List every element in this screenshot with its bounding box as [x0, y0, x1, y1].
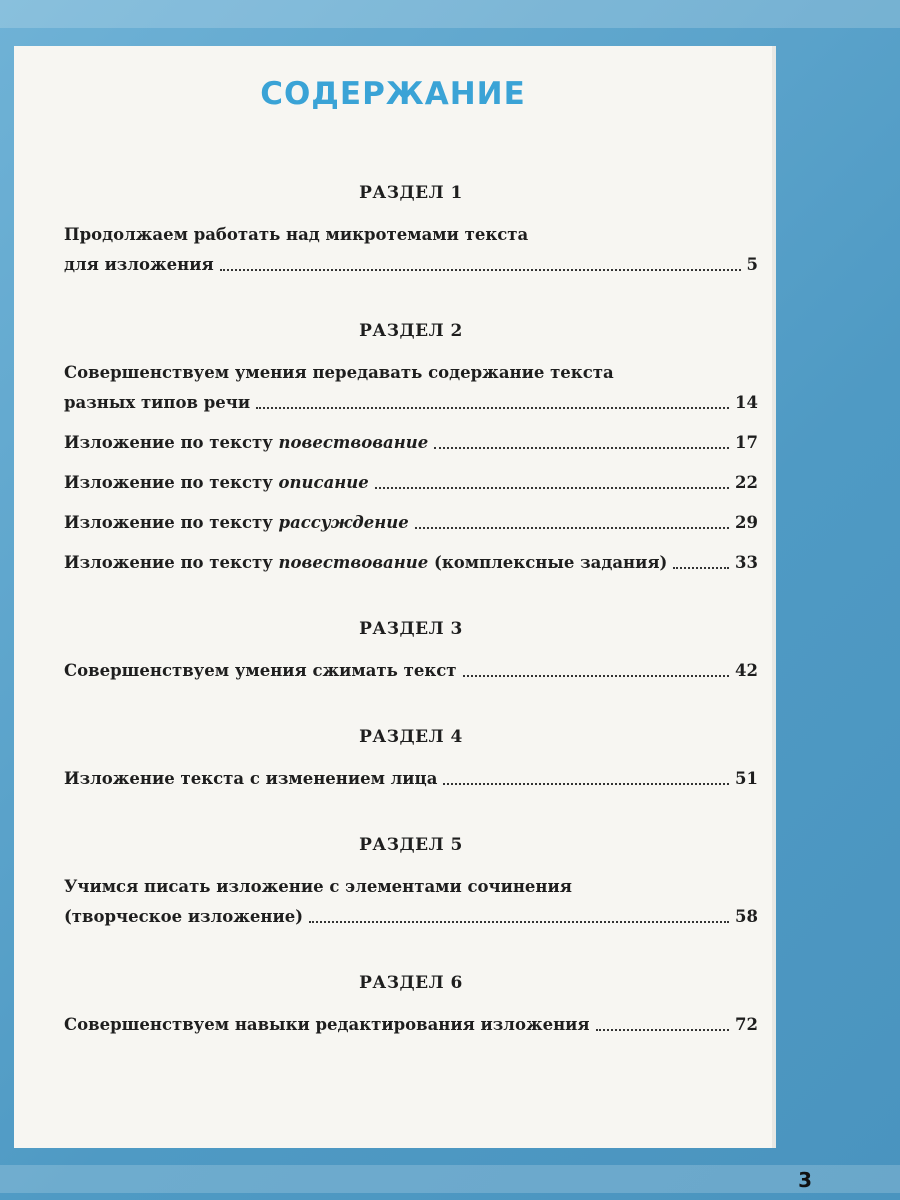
toc-entry-title — [64, 388, 250, 418]
toc-entry[interactable] — [64, 358, 758, 418]
page-number: 3 — [798, 1168, 812, 1192]
dot-leader — [375, 487, 729, 489]
toc-entry-text: (творческое изложение) — [64, 907, 304, 926]
toc-entry-italic-term: повествование — [278, 433, 429, 452]
toc-page-number: 72 — [735, 1015, 758, 1034]
toc-page-number: 22 — [735, 473, 758, 492]
toc-entry-text: Изложение по тексту — [64, 513, 279, 532]
toc-page-number: 14 — [735, 393, 758, 412]
toc-entry-title — [64, 508, 409, 538]
toc-entry-title — [64, 428, 428, 458]
toc-page-number: 5 — [746, 255, 758, 274]
section-title: РАЗДЕЛ 4 — [359, 727, 463, 747]
toc-entry-text: Совершенствуем умения сжимать текст — [64, 661, 457, 680]
dot-leader — [434, 447, 729, 449]
section-title: РАЗДЕЛ 6 — [359, 973, 463, 993]
dot-leader — [256, 407, 729, 409]
dot-leader — [415, 527, 729, 529]
toc-page-number: 17 — [735, 433, 758, 452]
section-title: РАЗДЕЛ 2 — [359, 321, 463, 341]
table-of-contents — [64, 176, 758, 1074]
toc-entry-title — [64, 250, 214, 280]
section-title: РАЗДЕЛ 1 — [359, 183, 463, 203]
toc-entry[interactable] — [64, 764, 758, 794]
toc-entry-title-line: Учимся писать изложение с элементами сочинения — [64, 877, 572, 896]
toc-entry-suffix: (комплексные задания) — [428, 553, 668, 572]
toc-entry[interactable] — [64, 468, 758, 498]
toc-entry-italic-term: повествование — [278, 553, 429, 572]
toc-entry-text: Изложение текста с изменением лица — [64, 769, 438, 788]
toc-page-number: 58 — [735, 907, 758, 926]
toc-entry-title — [64, 764, 437, 794]
toc-entry[interactable] — [64, 548, 758, 578]
page-heading: СОДЕРЖАНИЕ — [260, 76, 526, 112]
dot-leader — [309, 921, 729, 923]
toc-entry-text: для изложения — [64, 255, 214, 274]
dot-leader — [673, 567, 729, 569]
dot-leader — [463, 675, 730, 677]
toc-entry-title — [64, 468, 369, 498]
toc-entry[interactable] — [64, 872, 758, 932]
dot-leader — [443, 783, 729, 785]
toc-entry-italic-term: рассуждение — [278, 513, 409, 532]
toc-entry[interactable] — [64, 656, 758, 686]
toc-entry-text: Совершенствуем навыки редактирования изложения — [64, 1015, 590, 1034]
toc-page-number: 33 — [735, 553, 758, 572]
toc-entry[interactable] — [64, 428, 758, 458]
toc-entry-text: разных типов речи — [64, 393, 251, 412]
toc-entry[interactable] — [64, 1010, 758, 1040]
dot-leader — [220, 269, 741, 271]
toc-page-number: 51 — [735, 769, 758, 788]
toc-page — [14, 46, 776, 1148]
toc-entry-text: Изложение по тексту — [64, 553, 279, 572]
toc-entry-text: Изложение по тексту — [64, 433, 279, 452]
toc-entry-title-line: Совершенствуем умения передавать содержание текста — [64, 363, 614, 382]
toc-entry-title-line: Продолжаем работать над микротемами текста — [64, 225, 529, 244]
toc-page-number: 42 — [735, 661, 758, 680]
toc-page-number: 29 — [735, 513, 758, 532]
decorative-script — [830, 160, 890, 860]
toc-entry[interactable] — [64, 220, 758, 280]
section-title: РАЗДЕЛ 5 — [359, 835, 463, 855]
toc-entry-title — [64, 1010, 590, 1040]
toc-entry-title — [64, 656, 457, 686]
dot-leader — [596, 1029, 729, 1031]
toc-entry-text: Изложение по тексту — [64, 473, 279, 492]
toc-entry-italic-term: описание — [278, 473, 369, 492]
toc-entry[interactable] — [64, 508, 758, 538]
toc-entry-title — [64, 548, 667, 578]
section-title: РАЗДЕЛ 3 — [359, 619, 463, 639]
toc-entry-title — [64, 902, 303, 932]
